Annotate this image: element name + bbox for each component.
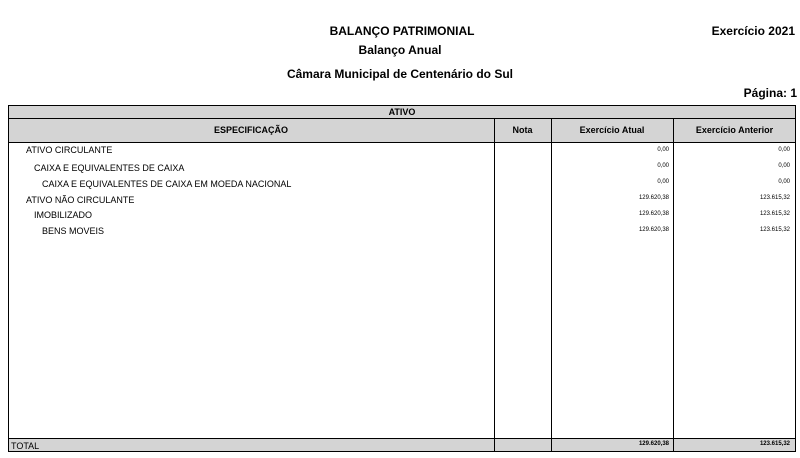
- report-subtitle: Balanço Anual: [358, 43, 442, 57]
- table-row-anterior: 0,00: [778, 147, 790, 153]
- report-title: BALANÇO PATRIMONIAL: [329, 24, 475, 38]
- fiscal-year: Exercício 2021: [711, 24, 795, 38]
- table-row-label: ATIVO CIRCULANTE: [26, 145, 113, 155]
- table-row-label: BENS MOVEIS: [42, 226, 105, 236]
- table-row-label: CAIXA E EQUIVALENTES DE CAIXA: [34, 163, 185, 173]
- section-title: ATIVO: [388, 107, 416, 117]
- total-anterior: 123.615,32: [759, 441, 790, 447]
- table-row-anterior: 123.615,32: [759, 195, 790, 201]
- table-row-anterior: 123.615,32: [759, 211, 790, 217]
- page-number: Página: 1: [743, 86, 797, 100]
- table-row-atual: 129.620,38: [638, 227, 669, 233]
- column-especificacao: ESPECIFICAÇÃO: [213, 125, 288, 135]
- table-row-label: ATIVO NÃO CIRCULANTE: [26, 195, 135, 205]
- table-row-anterior: 0,00: [778, 179, 790, 185]
- entity-name: Câmara Municipal de Centenário do Sul: [286, 67, 514, 81]
- table-row-label: IMOBILIZADO: [34, 210, 93, 220]
- table-row-atual: 129.620,38: [638, 195, 669, 201]
- table-row-label: CAIXA E EQUIVALENTES DE CAIXA EM MOEDA NACIONAL: [42, 179, 292, 189]
- balance-table: [8, 105, 796, 453]
- total-label: TOTAL: [11, 441, 40, 451]
- table-row-atual: 0,00: [657, 147, 669, 153]
- column-exercicio-atual: Exercício Atual: [579, 125, 645, 135]
- table-row-atual: 0,00: [657, 179, 669, 185]
- table-row-anterior: 123.615,32: [759, 227, 790, 233]
- column-nota: Nota: [512, 125, 533, 135]
- table-row-atual: 129.620,38: [638, 211, 669, 217]
- table-row-atual: 0,00: [657, 163, 669, 169]
- column-exercicio-anterior: Exercício Anterior: [695, 125, 774, 135]
- total-atual: 129.620,38: [638, 441, 669, 447]
- table-row-anterior: 0,00: [778, 163, 790, 169]
